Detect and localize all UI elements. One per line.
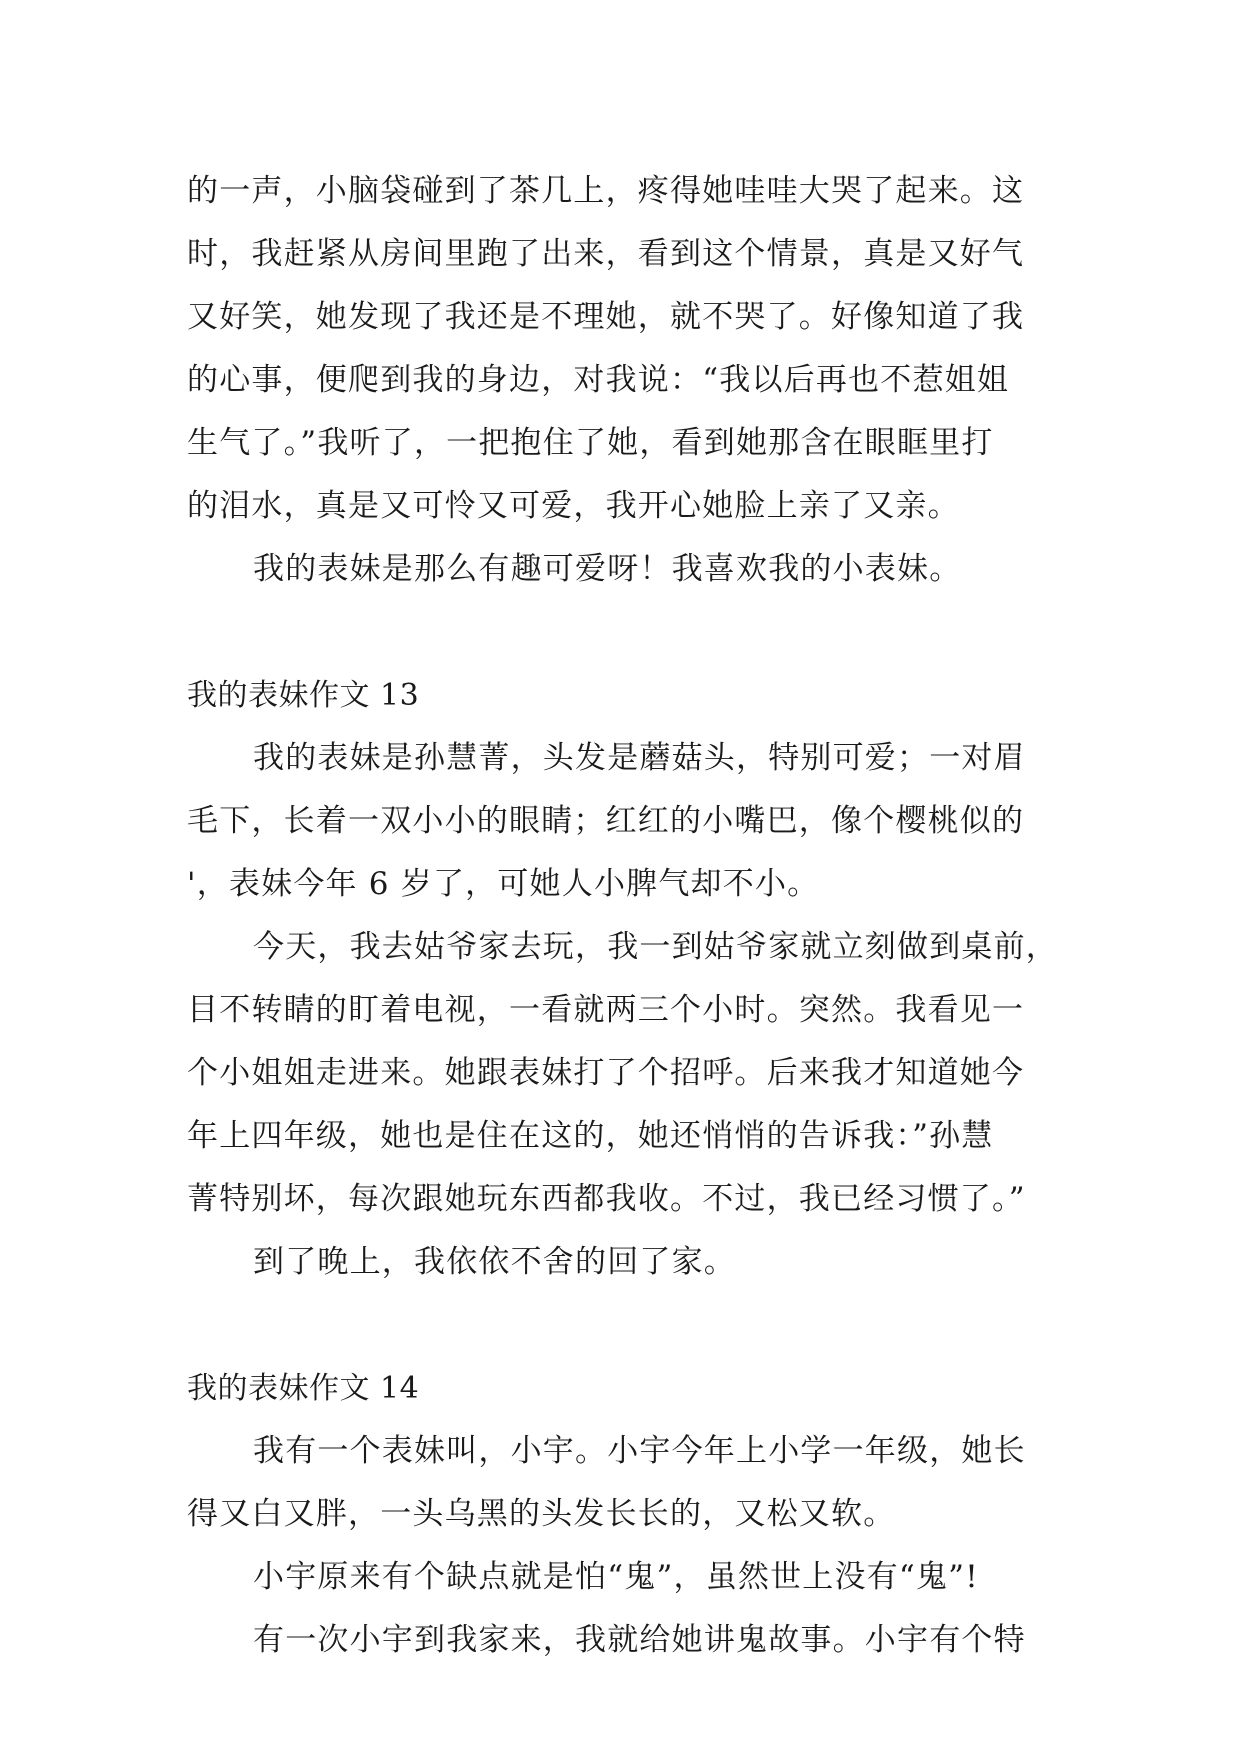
paragraph [187, 916, 1067, 1231]
section-spacer [187, 601, 1067, 664]
text-line: 的泪水，真是又可怜又可爱，我开心她脸上亲了又亲。 [187, 488, 960, 524]
text-line: 小宇原来有个缺点就是怕“鬼”，虽然世上没有“鬼”! [253, 1559, 979, 1595]
text-line: '，表妹今年 6 岁了，可她人小脾气却不小。 [187, 866, 820, 902]
paragraph [187, 727, 1067, 916]
paragraph [187, 538, 1067, 601]
text-line: 时，我赶紧从房间里跑了出来，看到这个情景，真是又好气 [187, 236, 1025, 272]
text-line: 个小姐姐走进来。她跟表妹打了个招呼。后来我才知道她今 [187, 1055, 1025, 1091]
text-line: 我有一个表妹叫，小宇。小宇今年上小学一年级，她长 [253, 1433, 1026, 1469]
text-line: 的心事，便爬到我的身边，对我说：“我以后再也不惹姐姐 [187, 362, 1010, 398]
text-line: 又好笑，她发现了我还是不理她，就不哭了。好像知道了我 [187, 299, 1025, 335]
text-line: 年上四年级，她也是住在这的，她还悄悄的告诉我：”孙慧 [187, 1118, 994, 1154]
paragraph [187, 1231, 1067, 1294]
text-line: 毛下，长着一双小小的眼睛；红红的小嘴巴，像个樱桃似的 [187, 803, 1025, 839]
paragraph [187, 1420, 1067, 1546]
text-line: 今天，我去姑爷家去玩，我一到姑爷家就立刻做到桌前， [253, 929, 1058, 965]
document-body [187, 160, 1067, 1672]
text-line: 菁特别坏，每次跟她玩东西都我收。不过，我已经习惯了。” [187, 1181, 1026, 1217]
text-line: 我的表妹是孙慧菁，头发是蘑菇头，特别可爱；一对眉 [253, 740, 1026, 776]
text-line: 有一次小宇到我家来，我就给她讲鬼故事。小宇有个特 [253, 1622, 1026, 1658]
text-line: 我的表妹是那么有趣可爱呀！我喜欢我的小表妹。 [253, 551, 962, 587]
text-line: 生气了。”我听了，一把抱住了她，看到她那含在眼眶里打 [187, 425, 994, 461]
paragraph [187, 1609, 1067, 1672]
text-line: 到了晚上，我依依不舍的回了家。 [253, 1244, 736, 1280]
essay-title: 我的表妹作文 14 [187, 1371, 420, 1406]
text-line: 目不转睛的盯着电视，一看就两三个小时。突然。我看见一 [187, 992, 1025, 1028]
essay-title: 我的表妹作文 13 [187, 678, 420, 713]
paragraph [187, 160, 1067, 538]
text-line: 得又白又胖，一头乌黑的头发长长的，又松又软。 [187, 1496, 896, 1532]
paragraph [187, 1546, 1067, 1609]
text-line: 的一声，小脑袋碰到了茶几上，疼得她哇哇大哭了起来。这 [187, 173, 1025, 209]
section-spacer [187, 1294, 1067, 1357]
